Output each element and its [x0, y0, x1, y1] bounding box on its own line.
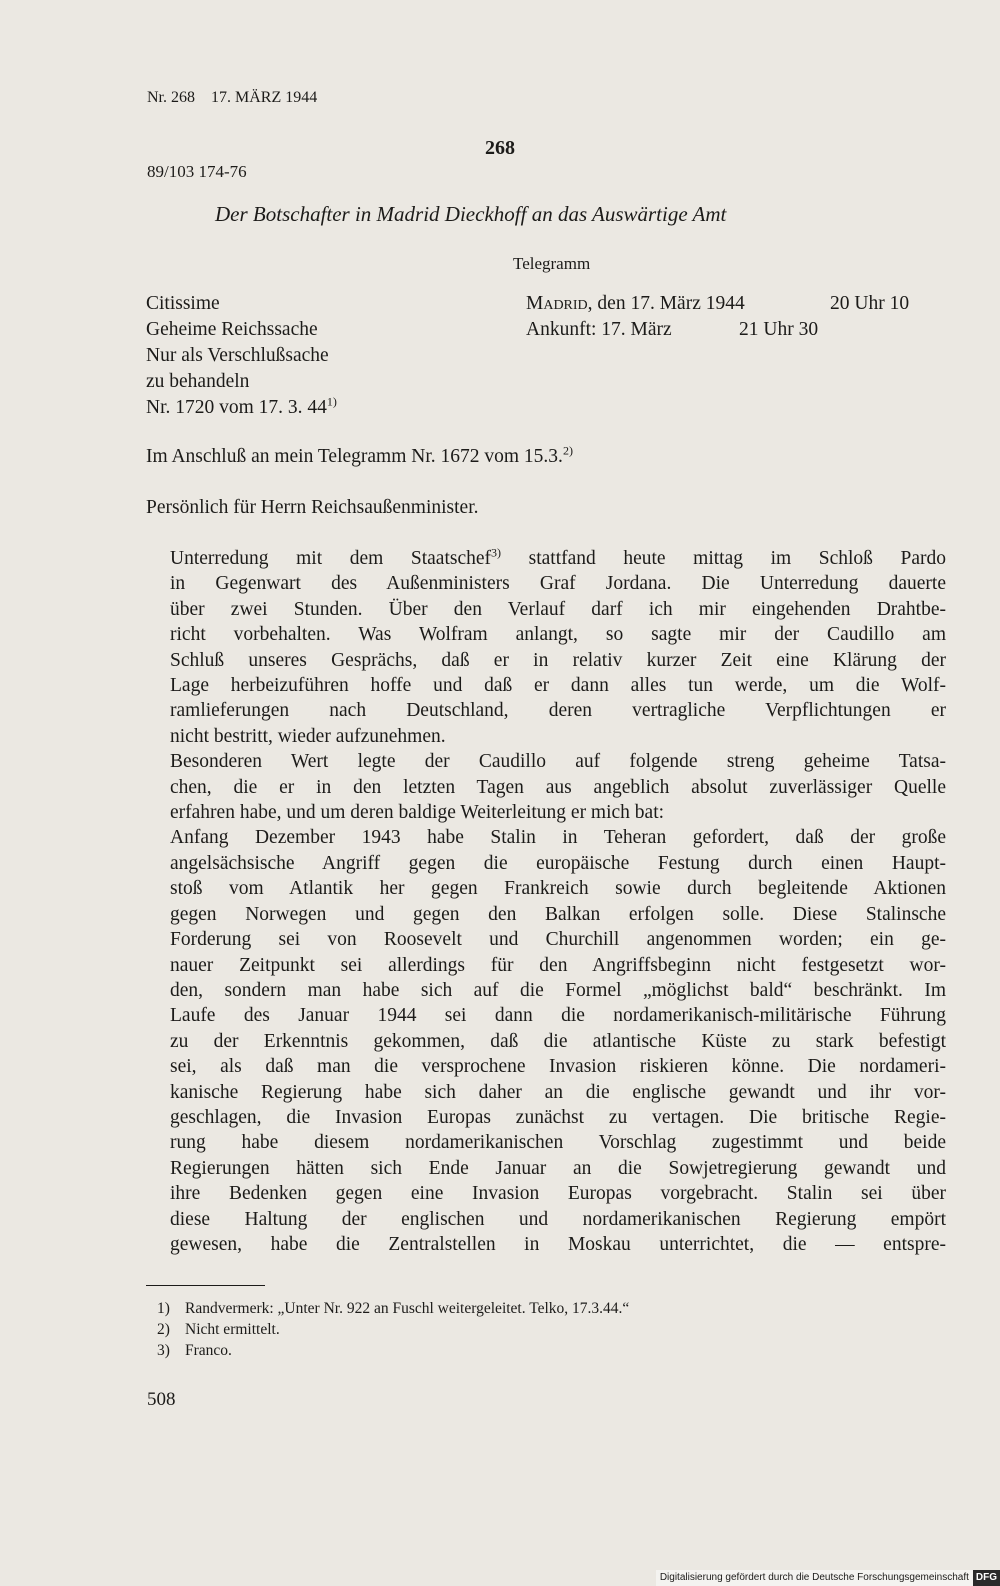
- body-line: richt vorbehalten. Was Wolfram anlangt, so sagte mir der Caudillo am: [170, 624, 946, 646]
- paragraph-2: [146, 749, 946, 825]
- footnote-text: Franco.: [185, 1342, 232, 1359]
- digitization-credit: Digitalisierung gefördert durch die Deutsche Forschungsgemeinschaft: [659, 1572, 969, 1583]
- body-line: stoß vom Atlantik her gegen Frankreich sowie durch begleitende Aktionen: [170, 878, 946, 900]
- footnote-text: Randvermerk: „Unter Nr. 922 an Fuschl weitergeleitet. Telko, 17.3.44.“: [185, 1300, 630, 1317]
- body-line: angelsächsische Angriff gegen die europäische Festung durch einen Haupt-: [170, 852, 946, 874]
- meta-classification: Geheime Reichssache: [146, 319, 318, 340]
- meta-telegram-number: [146, 394, 337, 419]
- meta-sent: [526, 293, 745, 315]
- paragraph-3: [146, 825, 946, 1257]
- footnote-number: 2): [157, 1321, 170, 1338]
- meta-place: Madrid,: [526, 293, 593, 314]
- footnote-1: [157, 1300, 629, 1318]
- digitization-credit-bar: [656, 1570, 1000, 1586]
- footnote-ref-2: 2): [562, 443, 573, 458]
- reference-line: [146, 443, 573, 468]
- document-title: Der Botschafter in Madrid Dieckhoff an das Auswärtige Amt: [215, 202, 727, 226]
- meta-handling-2: zu behandeln: [146, 371, 250, 392]
- meta-arrival-time: 21 Uhr 30: [739, 319, 819, 340]
- telegram-label: Telegramm: [513, 254, 591, 273]
- body-line: diese Haltung der englischen und nordamerikanischen Regierung empört: [170, 1208, 946, 1230]
- meta-priority: Citissime: [146, 293, 220, 314]
- body-line: chen, die er in den letzten Tagen aus angeblich absolut zuverlässiger Quelle: [170, 776, 946, 798]
- body-line: sei, als daß man die versprochene Invasion riskieren könne. Die nordameri-: [170, 1056, 946, 1078]
- body-line: Regierungen hätten sich Ende Januar an die Sowjetregierung gewandt und: [170, 1157, 946, 1179]
- body-line: geschlagen, die Invasion Europas zunächst zu vertagen. Die britische Regie-: [170, 1106, 946, 1128]
- meta-sent-time: 20 Uhr 10: [830, 293, 910, 314]
- body-line: den, sondern man habe sich auf die Formel „möglichst bald“ beschränkt. Im: [170, 979, 946, 1001]
- file-number: 89/103 174-76: [147, 162, 247, 181]
- footnote-number: 1): [157, 1300, 170, 1317]
- body-text: [146, 546, 946, 1257]
- body-line: Schluß unseres Gesprächs, daß er in relativ kurzer Zeit eine Klärung der: [170, 649, 946, 671]
- footnote-divider: [146, 1285, 265, 1286]
- body-line: Unterredung mit dem Staatschef$^{3)}$ stattfand heute mittag im Schloß Pardo: [170, 545, 946, 569]
- body-line: ramlieferungen nach Deutschland, deren vertragliche Verpflichtungen er: [170, 700, 946, 722]
- body-line: gegen Norwegen und gegen den Balkan erfolgen solle. Diese Stalinsche: [170, 903, 946, 925]
- body-line: ihre Bedenken gegen eine Invasion Europas vorgebracht. Stalin sei über: [170, 1183, 946, 1205]
- meta-arrival: Ankunft: 17. März: [526, 319, 672, 340]
- footnote-ref-1: 1): [326, 394, 337, 409]
- header-date: 17. MÄRZ 1944: [211, 89, 318, 106]
- body-line: Lage herbeizuführen hoffe und daß er dann alles tun werde, um die Wolf-: [170, 675, 946, 697]
- document-number: 268: [485, 137, 515, 159]
- reference-text: Im Anschluß an mein Telegramm Nr. 1672 vom 15.3.: [146, 446, 563, 467]
- telegram-number-text: Nr. 1720 vom 17. 3. 44: [146, 397, 327, 418]
- body-line: Besonderen Wert legte der Caudillo auf folgende streng geheime Tatsa-: [170, 751, 946, 773]
- body-line: kanische Regierung habe sich daher an die englische gewandt und ihr vor-: [170, 1081, 946, 1103]
- meta-sent-date: den 17. März 1944: [597, 293, 745, 314]
- paragraph-1: [146, 546, 946, 749]
- salutation: Persönlich für Herrn Reichsaußenminister.: [146, 497, 479, 518]
- body-line: über zwei Stunden. Über den Verlauf darf ich mir eingehenden Drahtbe-: [170, 598, 946, 620]
- dfg-logo: DFG: [973, 1570, 1000, 1586]
- meta-handling-1: Nur als Verschlußsache: [146, 345, 329, 366]
- body-line: rung habe diesem nordamerikanischen Vorschlag zugestimmt und beide: [170, 1132, 946, 1154]
- body-line: nauer Zeitpunkt sei allerdings für den Angriffsbeginn nicht festgesetzt wor-: [170, 954, 946, 976]
- body-line: Forderung sei von Roosevelt und Churchill angenommen worden; ein ge-: [170, 929, 946, 951]
- footnote-3: [157, 1342, 232, 1360]
- footnote-2: [157, 1321, 280, 1339]
- running-header: [147, 89, 317, 107]
- footnote-number: 3): [157, 1342, 170, 1359]
- body-line: zu der Erkenntnis gekommen, daß die atlantische Küste zu stark befestigt: [170, 1030, 946, 1052]
- header-doc-ref: Nr. 268: [147, 89, 195, 106]
- body-line: Anfang Dezember 1943 habe Stalin in Teheran gefordert, daß der große: [170, 827, 946, 849]
- body-line: Laufe des Januar 1944 sei dann die nordamerikanisch-militärische Führung: [170, 1005, 946, 1027]
- body-line: erfahren habe, und um deren baldige Weiterleitung er mich bat:: [170, 802, 665, 824]
- body-line: in Gegenwart des Außenministers Graf Jordana. Die Unterredung dauerte: [170, 573, 946, 595]
- footnote-text: Nicht ermittelt.: [185, 1321, 280, 1338]
- body-line: nicht bestritt, wieder aufzunehmen.: [170, 725, 446, 747]
- page-number: 508: [147, 1389, 176, 1410]
- footnote-ref-3: 3): [491, 545, 502, 560]
- body-line: gewesen, habe die Zentralstellen in Moskau unterrichtet, die — entspre-: [170, 1233, 946, 1255]
